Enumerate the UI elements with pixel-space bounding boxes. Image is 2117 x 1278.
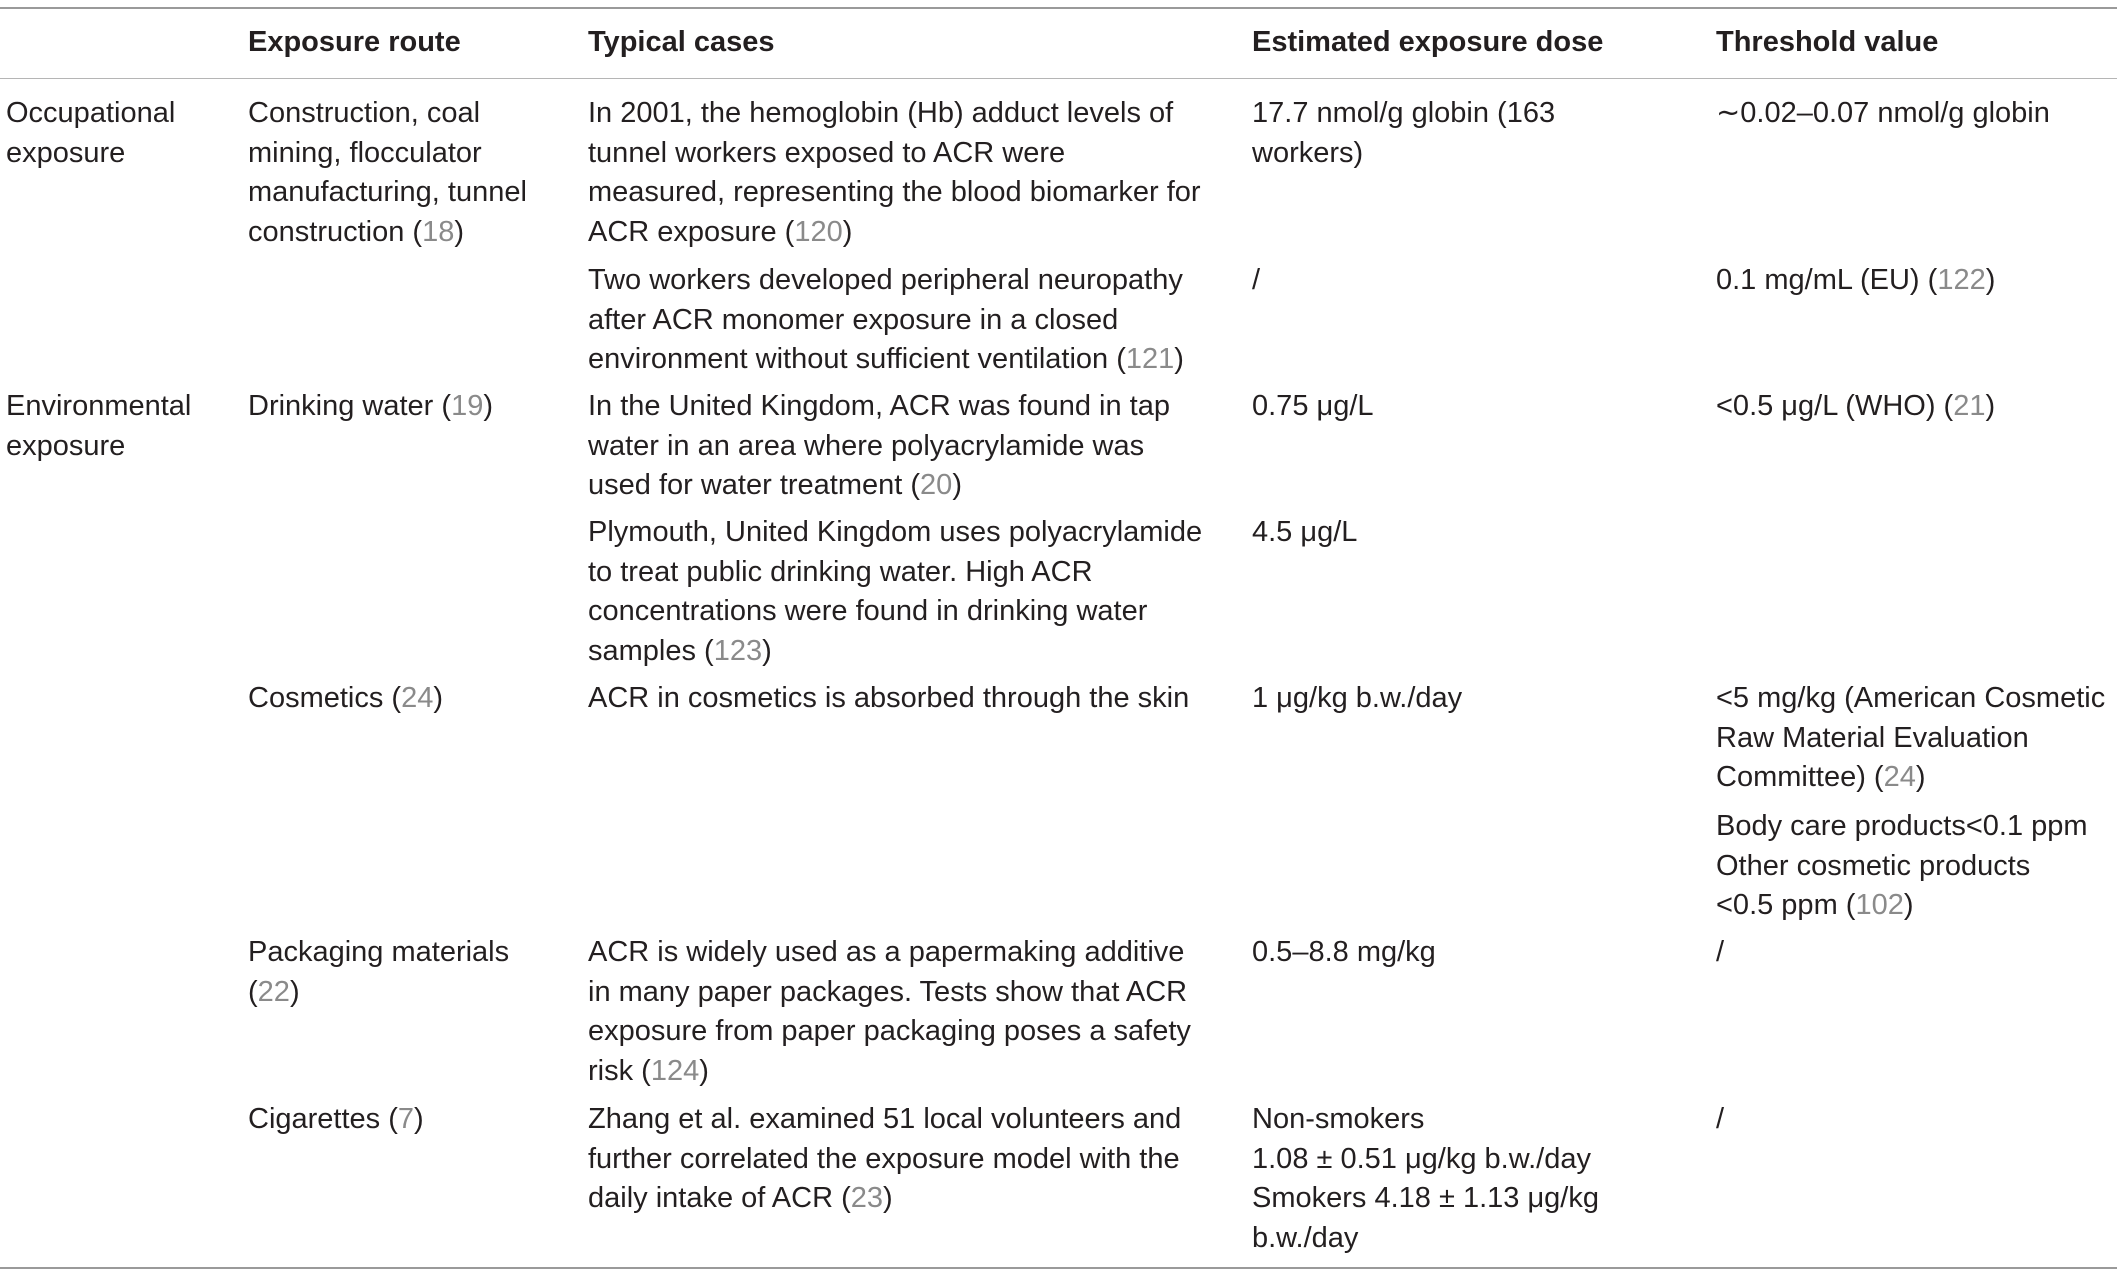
header-estimated-dose: Estimated exposure dose	[1252, 26, 1604, 58]
reference: 22	[257, 975, 290, 1008]
case-occupational-1: In 2001, the hemoglobin (Hb) adduct levels of tunnel workers exposed to ACR were measured, representing the blood biomarker for ACR exposure (120)	[588, 97, 1201, 248]
threshold-cosmetics-1: <5 mg/kg (American Cosmetic Raw Material Evaluation Committee) (24)	[1716, 682, 2106, 793]
dose-water-2: 4.5 μg/L	[1252, 516, 1358, 548]
threshold-occupational-2: 0.1 mg/mL (EU) (122)	[1716, 264, 1996, 296]
case-water-1: In the United Kingdom, ACR was found in tap water in an area where polyacrylamide was used for water treatment (20)	[588, 390, 1170, 501]
header-typical-cases: Typical cases	[588, 26, 775, 58]
header-exposure-route: Exposure route	[248, 26, 461, 58]
reference: 120	[794, 215, 843, 248]
dose-occupational-2: /	[1252, 264, 1261, 296]
dose-occupational-1: 17.7 nmol/g globin (163 workers)	[1252, 97, 1556, 169]
table-top-rule	[0, 7, 2117, 9]
category-environmental: Environmental exposure	[6, 390, 192, 462]
case-packaging: ACR is widely used as a papermaking additive in many paper packages. Tests show that ACR exposure from paper packaging poses a safety risk (124)	[588, 936, 1191, 1087]
case-occupational-2: Two workers developed peripheral neuropathy after ACR monomer exposure in a closed environment without sufficient ventilation (121)	[588, 264, 1184, 375]
reference: 18	[422, 215, 455, 248]
case-water-2: Plymouth, United Kingdom uses polyacrylamide to treat public drinking water. High ACR concentrations were found in drinking water samples (123)	[588, 516, 1203, 667]
route-packaging: Packaging materials (22)	[248, 936, 510, 1008]
dose-packaging: 0.5–8.8 mg/kg	[1252, 936, 1436, 968]
route-occupational: Construction, coal mining, flocculator manufacturing, tunnel construction (18)	[248, 97, 527, 248]
dose-cosmetics: 1 μg/kg b.w./day	[1252, 682, 1463, 714]
table-header-rule	[0, 78, 2117, 79]
reference: 122	[1937, 264, 1986, 296]
threshold-cigarettes: /	[1716, 1103, 1725, 1135]
reference: 123	[713, 634, 763, 667]
reference: 24	[1883, 761, 1916, 793]
threshold-occupational-1: ∼0.02–0.07 nmol/g globin	[1716, 97, 2050, 129]
threshold-packaging: /	[1716, 936, 1725, 968]
reference: 121	[1125, 343, 1175, 375]
reference: 124	[650, 1054, 700, 1087]
case-cigarettes: Zhang et al. examined 51 local volunteers and further correlated the exposure model with the daily intake of ACR (23)	[588, 1103, 1182, 1214]
route-cigarettes: Cigarettes (7)	[248, 1103, 424, 1135]
threshold-water: <0.5 μg/L (WHO) (21)	[1716, 390, 1996, 422]
reference: 19	[451, 390, 484, 422]
threshold-cosmetics-2: Body care products<0.1 ppm Other cosmetic products <0.5 ppm (102)	[1716, 810, 2088, 921]
route-cosmetics: Cosmetics (24)	[248, 682, 444, 714]
header-threshold-value: Threshold value	[1716, 26, 1939, 58]
reference: 21	[1953, 390, 1986, 422]
category-occupational: Occupational exposure	[6, 97, 176, 169]
reference: 102	[1855, 889, 1904, 921]
reference: 20	[920, 469, 953, 501]
dose-cigarettes: Non-smokers 1.08 ± 0.51 μg/kg b.w./day Smokers 4.18 ± 1.13 μg/kg b.w./day	[1252, 1103, 1599, 1254]
reference: 24	[401, 682, 434, 714]
reference: 7	[397, 1103, 415, 1135]
dose-water-1: 0.75 μg/L	[1252, 390, 1374, 422]
case-cosmetics: ACR in cosmetics is absorbed through the skin	[588, 682, 1190, 714]
table-bottom-rule	[0, 1267, 2117, 1269]
reference: 23	[850, 1182, 883, 1214]
route-drinking-water: Drinking water (19)	[248, 390, 493, 422]
